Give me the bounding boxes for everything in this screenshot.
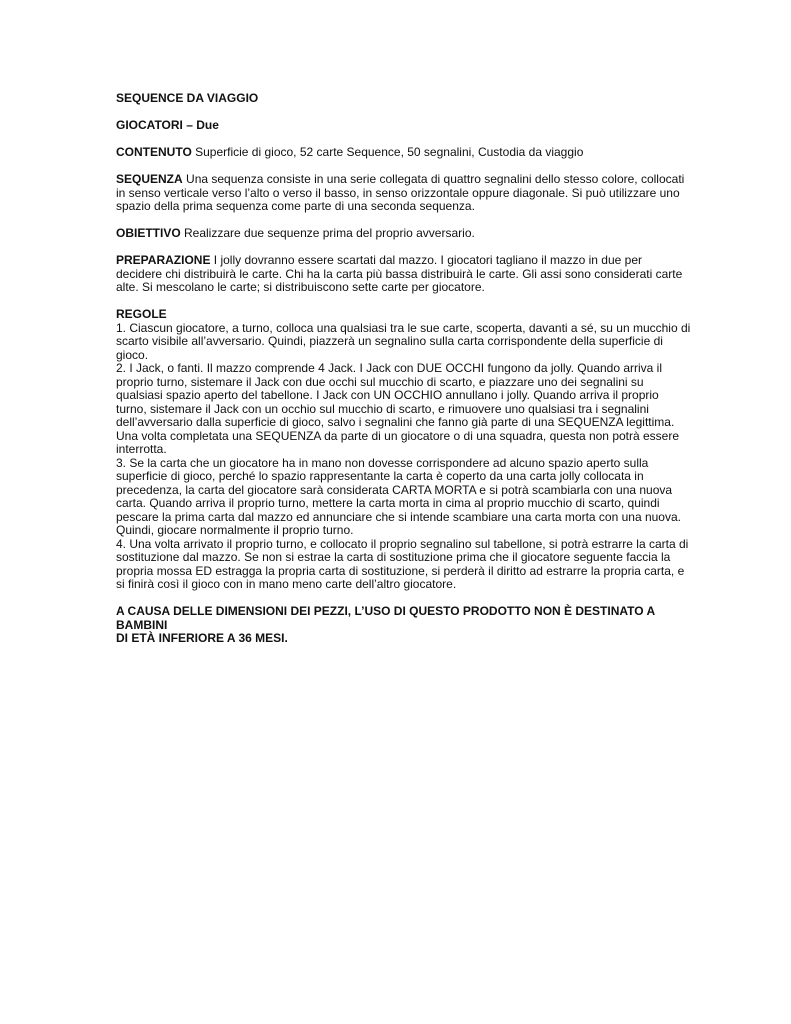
contents-line <box>116 146 676 160</box>
contents-label: CONTENUTO <box>116 145 192 159</box>
objective-line <box>116 227 676 241</box>
preparation-line-2: decidere chi distribuirà le carte. Chi ha la carta più bassa distribuirà le carte. Gli assi sono considerati carte <box>116 266 683 281</box>
players-heading: GIOCATORI – Due <box>116 118 219 132</box>
rules-line: scarto visibile all’avversario. Quindi, piazzerà un segnalino sulla carta corrispondente della superficie di <box>116 334 663 348</box>
preparation-label: PREPARAZIONE <box>116 253 211 267</box>
contents-text: Superficie di gioco, 52 carte Sequence, 50 segnalini, Custodia da viaggio <box>191 145 584 159</box>
document-body <box>116 91 691 646</box>
rules-line: dell’avversario dalla superficie di gioco, salvo i segnalini che fanno già parte di una SEQUENZA legittima. <box>116 415 675 429</box>
rules-line: proprio turno, sistemare il Jack con due occhi sul mucchio di scarto, e piazzare uno dei segnalini su <box>116 374 644 389</box>
objective-text: Realizzare due sequenze prima del proprio avversario. <box>180 226 475 240</box>
warning-line-2: BAMBINI <box>116 617 168 632</box>
rules-line: gioco. <box>116 347 149 362</box>
preparation-line-3: alte. Si mescolano le carte; si distribuiscono sette carte per giocatore. <box>116 280 485 294</box>
sequence-line-3: spazio della prima sequenza come parte di una seconda sequenza. <box>116 199 475 213</box>
rules-line: 3. Se la carta che un giocatore ha in mano non dovesse corrispondere ad alcuno spazio aperto sulla <box>116 455 649 470</box>
rules-line: carta. Quando arriva il proprio turno, mettere la carta morta in cima al proprio mucchio di scarto, quindi <box>116 496 660 510</box>
preparation-block <box>116 253 683 295</box>
rules-line: propria mossa ED estragga la propria carta di sostituzione, si perderà il diritto ad estrarre la propria carta, e <box>116 563 685 578</box>
age-warning <box>116 605 676 646</box>
rules-line: pescare la prima carta dal mazzo ed annunciare che si intende scambiare una carta morta con una nuova. <box>116 509 681 524</box>
rules-line: interrotta. <box>116 442 167 456</box>
sequence-line-2: in senso verticale verso l’alto o verso il basso, in senso orizzontale oppure diagonale. Si può utilizzare uno <box>116 185 680 200</box>
rules-heading: REGOLE <box>116 307 167 321</box>
rules-line: sostituzione dal mazzo. Se non si estrae la carta di sostituzione prima che il giocatore seguente faccia la <box>116 550 671 564</box>
sequence-text-1: Una sequenza consiste in una serie collegata di quattro segnalini dello stesso colore, collocati <box>182 172 685 186</box>
warning-line-3: DI ETÀ INFERIORE A 36 MESI. <box>116 631 288 645</box>
rules-line: si finirà così il gioco con in mano meno carte dell’altro giocatore. <box>116 577 457 591</box>
rules-line: 2. I Jack, o fanti. Il mazzo comprende 4 Jack. I Jack con DUE OCCHI fungono da jolly. Quando arriva il <box>116 361 663 375</box>
objective-label: OBIETTIVO <box>116 226 181 240</box>
rules-line: qualsiasi spazio aperto del tabellone. I Jack con UN OCCHIO annullano i jolly. Quando arriva il proprio <box>116 388 659 402</box>
rules-line: 4. Una volta arrivato il proprio turno, e collocato il proprio segnalino sul tabellone, si potrà estrarre la carta di <box>116 536 689 551</box>
warning-line-1: A CAUSA DELLE DIMENSIONI DEI PEZZI, L’USO DI QUESTO PRODOTTO NON È DESTINATO A <box>116 604 656 618</box>
rules-line: Una volta completata una SEQUENZA da parte di un giocatore o di una squadra, questa non potrà essere <box>116 428 680 443</box>
document-title: SEQUENCE DA VIAGGIO <box>116 91 259 105</box>
rules-line: superficie di gioco, perché lo spazio rappresentante la carta è coperto da una carta jolly collocata in <box>116 469 644 483</box>
rules-line: turno, sistemare il Jack con un occhio sul mucchio di scarto, e rimuovere uno qualsiasi tra i segnalini <box>116 401 649 416</box>
rules-line: precedenza, la carta del giocatore sarà considerata CARTA MORTA e si potrà scambiarla con una nuova <box>116 482 673 497</box>
contents-block <box>116 146 676 160</box>
rules-block <box>116 307 691 592</box>
players-block <box>116 119 676 133</box>
objective-block <box>116 227 676 241</box>
sequence-label: SEQUENZA <box>116 172 183 186</box>
rules-line: 1. Ciascun giocatore, a turno, colloca una qualsiasi tra le sue carte, scoperta, davanti a sé, su un mucchio di <box>116 320 691 335</box>
rules-line: Quindi, giocare normalmente il proprio turno. <box>116 523 354 537</box>
preparation-text-1: I jolly dovranno essere scartati dal mazzo. I giocatori tagliano il mazzo in due per <box>210 253 643 267</box>
sequence-block <box>116 172 685 214</box>
title-block <box>116 92 676 106</box>
preparation-line-1 <box>116 254 676 268</box>
sequence-line-1 <box>116 172 685 187</box>
